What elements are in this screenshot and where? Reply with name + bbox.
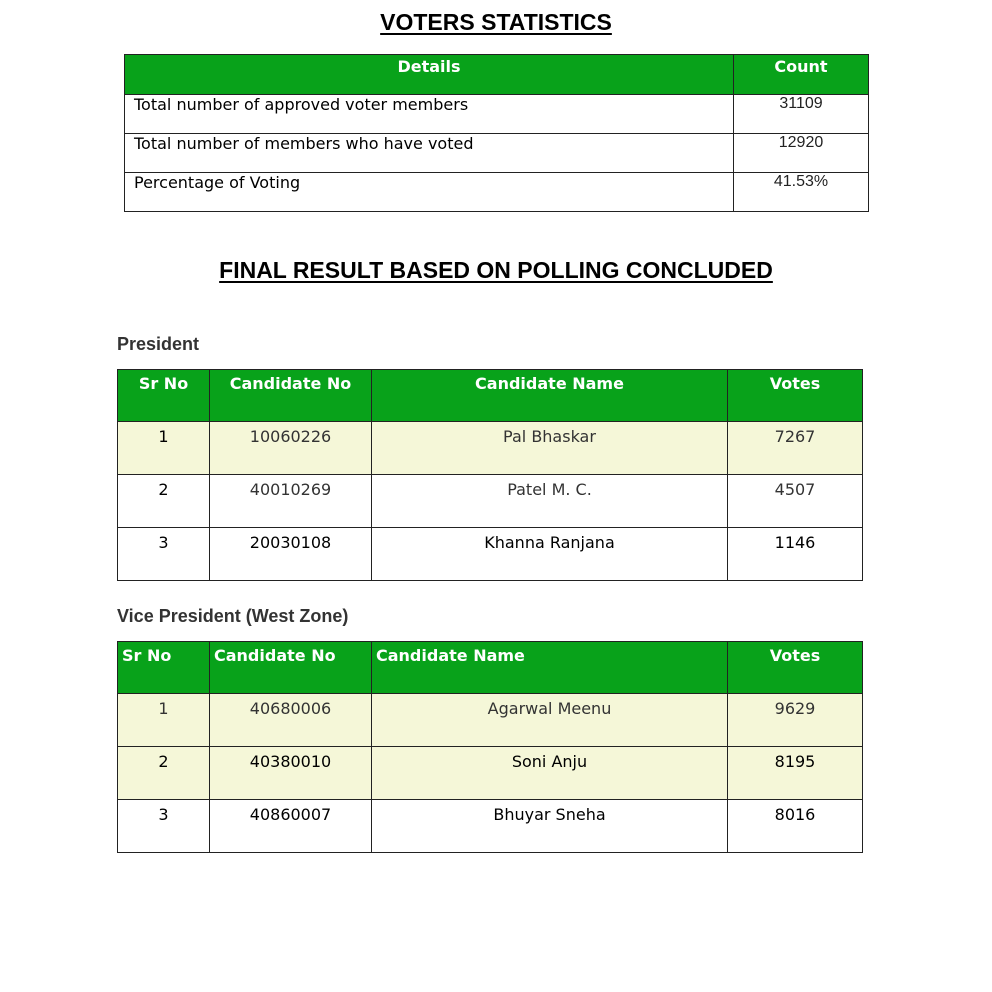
table-row — [125, 95, 869, 134]
candidate-name-header: Candidate Name — [372, 642, 728, 694]
sr-no-cell: 3 — [118, 528, 210, 581]
table-row — [125, 134, 869, 173]
president-results-table — [117, 369, 863, 581]
candidate-name-cell: Khanna Ranjana — [372, 528, 728, 581]
table-row — [125, 173, 869, 212]
table-row — [118, 694, 863, 747]
president-section-label: President — [117, 334, 200, 354]
candidate-no-cell: 40010269 — [210, 475, 372, 528]
candidate-name-cell: Soni Anju — [372, 747, 728, 800]
candidate-name-cell: Bhuyar Sneha — [372, 800, 728, 853]
candidate-name-cell: Patel M. C. — [372, 475, 728, 528]
sr-no-cell: 1 — [118, 694, 210, 747]
count-cell: 31109 — [734, 95, 869, 134]
votes-cell: 4507 — [728, 475, 863, 528]
table-row — [118, 475, 863, 528]
vice-president-section-label: Vice President (West Zone) — [117, 606, 349, 626]
votes-cell: 8195 — [728, 747, 863, 800]
count-header: Count — [734, 55, 869, 95]
voters-statistics-table — [124, 54, 869, 212]
final-result-title: FINAL RESULT BASED ON POLLING CONCLUDED — [219, 257, 773, 283]
sr-no-header: Sr No — [118, 370, 210, 422]
table-header-row — [118, 370, 863, 422]
vice-president-results-table — [117, 641, 863, 853]
table-row — [118, 528, 863, 581]
table-header-row — [118, 642, 863, 694]
details-cell: Total number of approved voter members — [125, 95, 734, 134]
table-row — [118, 747, 863, 800]
table-row — [118, 422, 863, 475]
sr-no-cell: 3 — [118, 800, 210, 853]
votes-header: Votes — [728, 642, 863, 694]
candidate-no-cell: 40860007 — [210, 800, 372, 853]
votes-cell: 7267 — [728, 422, 863, 475]
details-cell: Percentage of Voting — [125, 173, 734, 212]
votes-cell: 9629 — [728, 694, 863, 747]
details-header: Details — [125, 55, 734, 95]
candidate-name-header: Candidate Name — [372, 370, 728, 422]
candidate-no-cell: 40680006 — [210, 694, 372, 747]
votes-header: Votes — [728, 370, 863, 422]
votes-cell: 8016 — [728, 800, 863, 853]
sr-no-cell: 2 — [118, 747, 210, 800]
voters-statistics-title: VOTERS STATISTICS — [380, 9, 612, 35]
candidate-name-cell: Agarwal Meenu — [372, 694, 728, 747]
sr-no-header: Sr No — [118, 642, 210, 694]
candidate-name-cell: Pal Bhaskar — [372, 422, 728, 475]
candidate-no-cell: 40380010 — [210, 747, 372, 800]
votes-cell: 1146 — [728, 528, 863, 581]
candidate-no-cell: 20030108 — [210, 528, 372, 581]
table-row — [118, 800, 863, 853]
sr-no-cell: 1 — [118, 422, 210, 475]
candidate-no-cell: 10060226 — [210, 422, 372, 475]
table-header-row — [125, 55, 869, 95]
candidate-no-header: Candidate No — [210, 370, 372, 422]
count-cell: 41.53% — [734, 173, 869, 212]
sr-no-cell: 2 — [118, 475, 210, 528]
candidate-no-header: Candidate No — [210, 642, 372, 694]
count-cell: 12920 — [734, 134, 869, 173]
details-cell: Total number of members who have voted — [125, 134, 734, 173]
